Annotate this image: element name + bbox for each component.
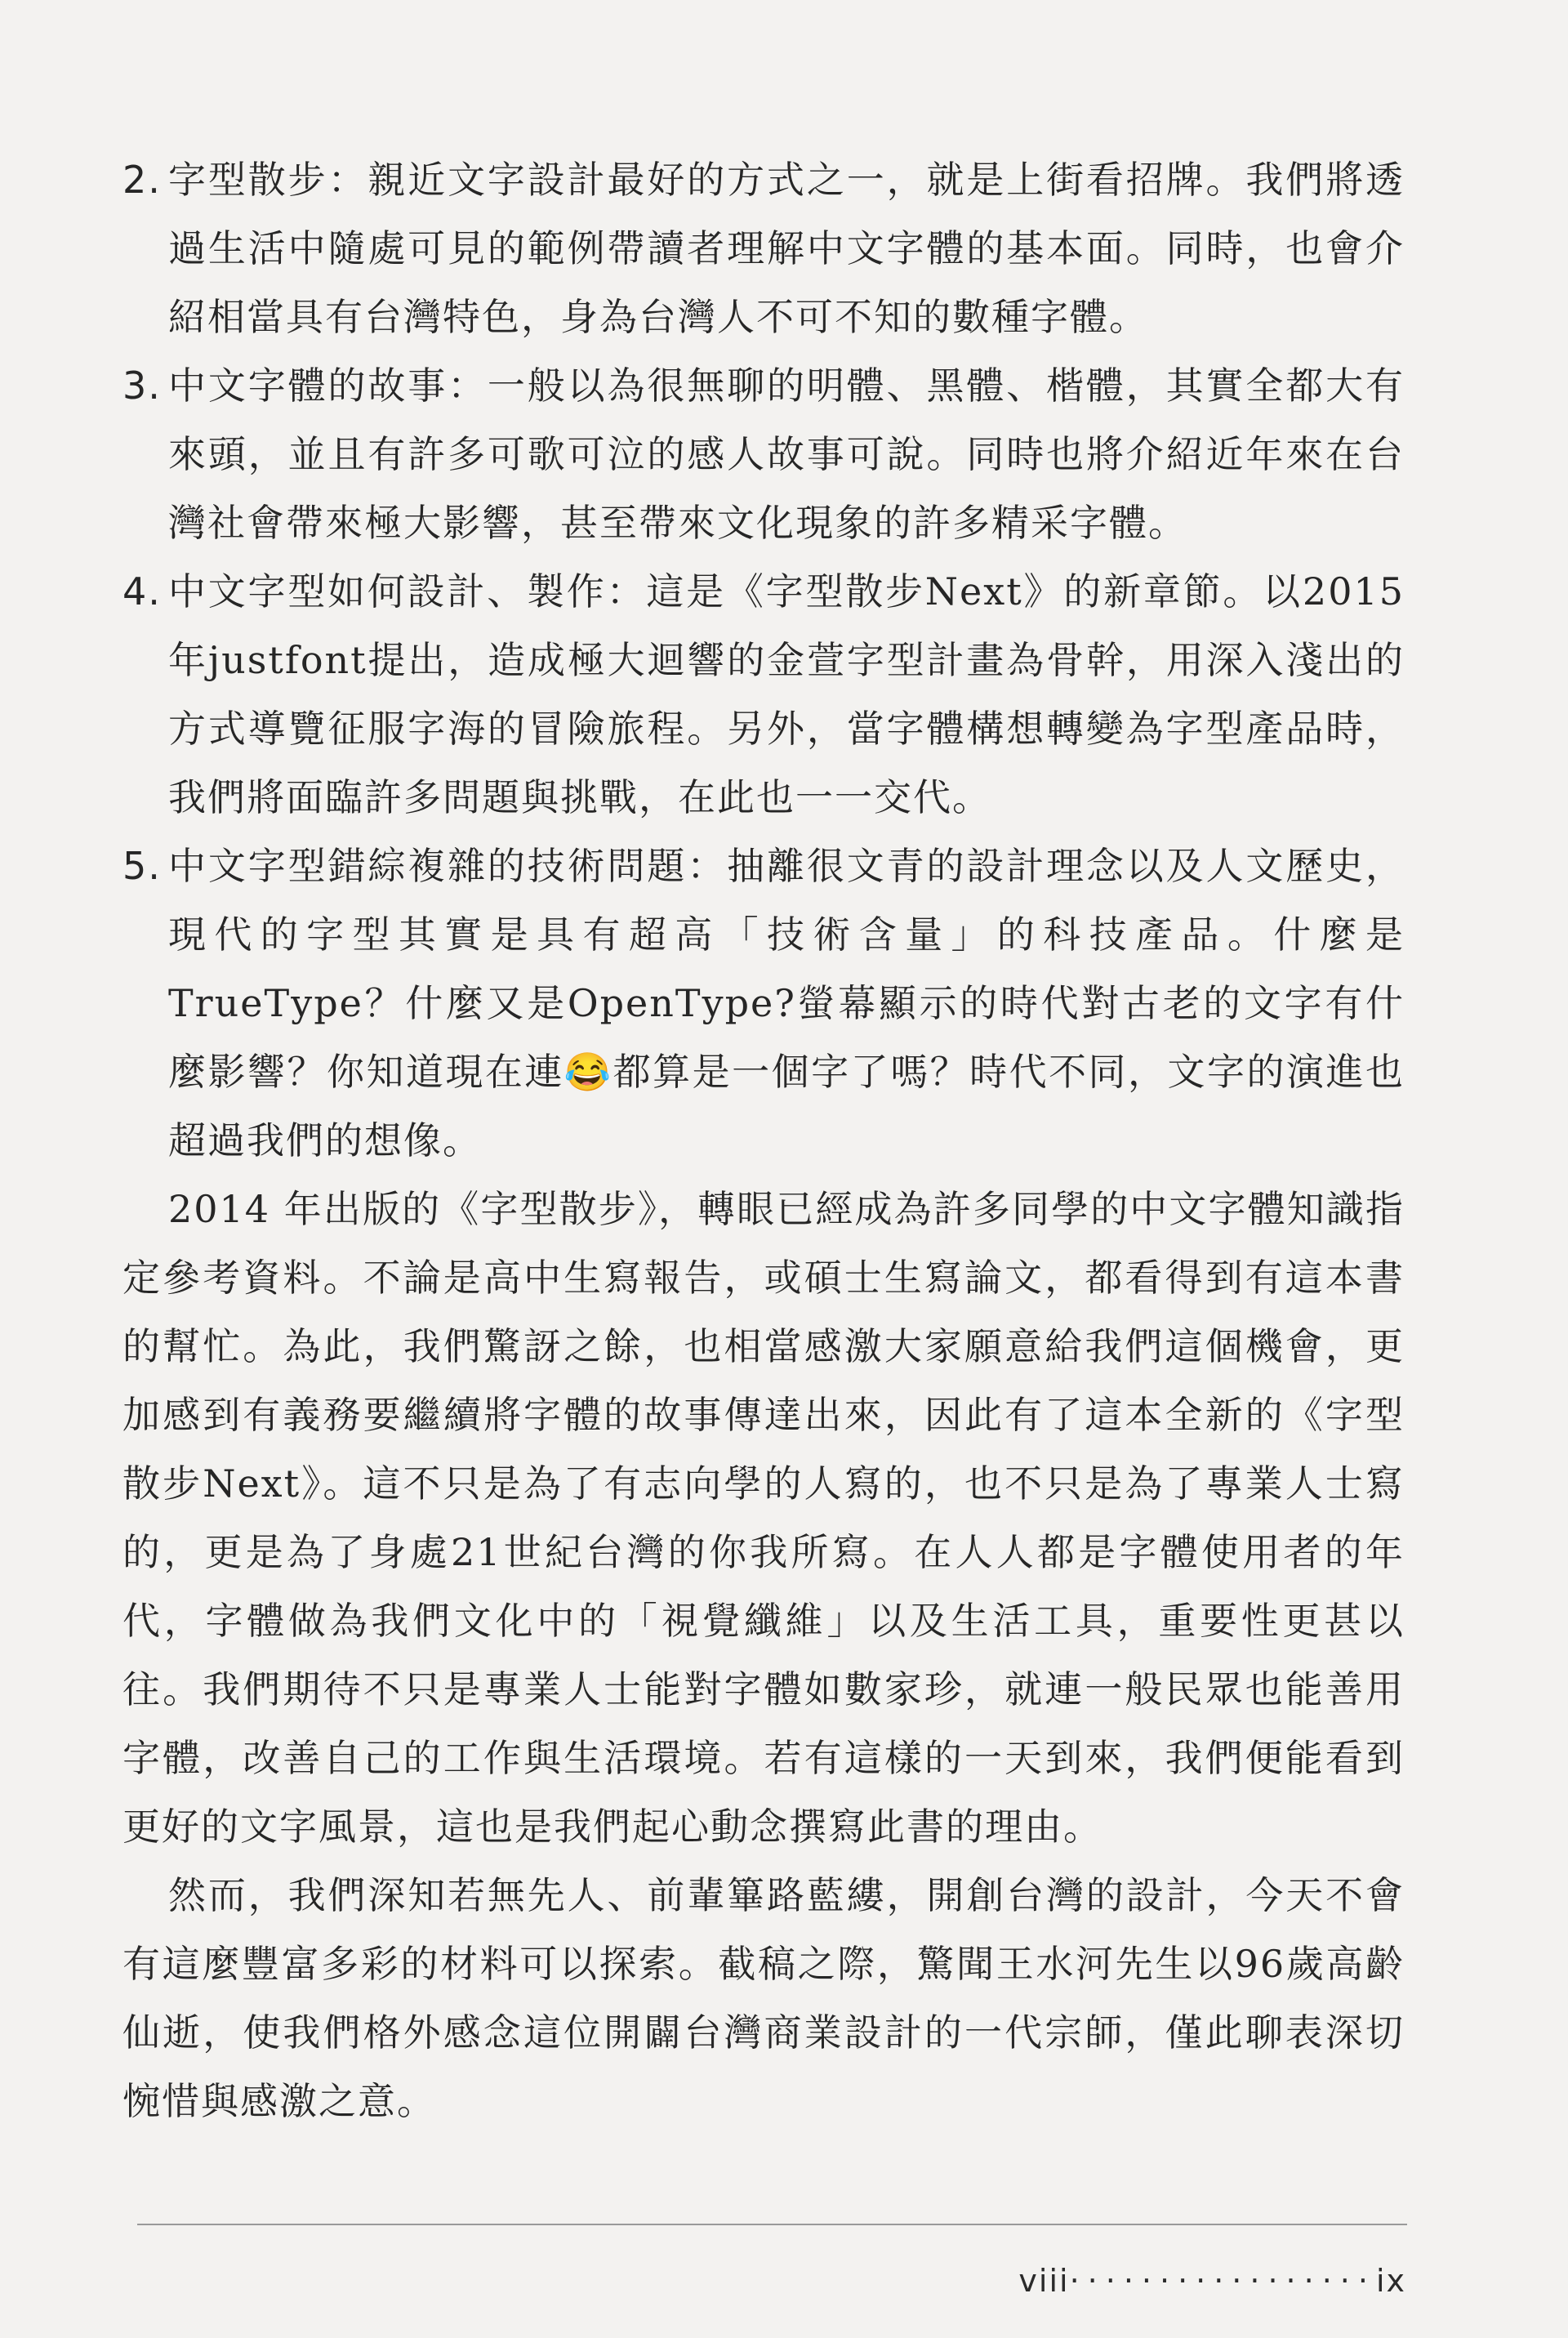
left-page-number: viii [1018,2263,1070,2299]
list-item [122,145,1405,351]
body-paragraph: 然而，我們深知若無先人、前輩篳路藍縷，開創台灣的設計，今天不會有這麼豐富多彩的材料可以探索。截稿之際，驚聞王水河先生以96歲高齡仙逝，使我們格外感念這位開闢台灣商業設計的一代宗師，僅此聊表深切惋惜與感激之意。 [122,1873,1405,2123]
list-text: 中文字體的故事：一般以為很無聊的明體、黑體、楷體，其實全都大有來頭，並且有許多可歌可泣的感人故事可說。同時也將介紹近年來在台灣社會帶來極大影響，甚至帶來文化現象的許多精采字體。 [168,364,1405,545]
footer-dot-leader: ················· [1069,2263,1376,2299]
footer-divider [137,2224,1407,2225]
body-paragraph: 2014 年出版的《字型散步》，轉眼已經成為許多同學的中文字體知識指定參考資料。不論是高中生寫報告，或碩士生寫論文，都看得到有這本書的幫忙。為此，我們驚訝之餘，也相當感激大家願意給我們這個機會，更加感到有義務要繼續將字體的故事傳達出來，因此有了這本全新的《字型散步Next》。這不只是為了有志向學的人寫的，也不只是為了專業人士寫的，更是為了身處21世紀台灣的你我所寫。在人人都是字體使用者的年代，字體做為我們文化中的「視覺纖維」以及生活工具，重要性更甚以往。我們期待不只是專業人士能對字體如數家珍，就連一般民眾也能善用字體，改善自己的工作與生活環境。若有這樣的一天到來，我們便能看到更好的文字風景，這也是我們起心動念撰寫此書的理由。 [122,1187,1405,1849]
page-body [122,145,1405,2135]
list-number: 2. [122,158,162,202]
list-number: 5. [122,844,162,888]
list-number: 3. [122,364,162,408]
list-item [122,832,1405,1175]
list-number: 4. [122,569,162,614]
list-item [122,557,1405,832]
right-page-number: ix [1375,2263,1406,2299]
list-text: 字型散步：親近文字設計最好的方式之一，就是上街看招牌。我們將透過生活中隨處可見的範例帶讀者理解中文字體的基本面。同時，也會介紹相當具有台灣特色，身為台灣人不可不知的數種字體。 [168,158,1405,339]
list-text: 中文字型錯綜複雜的技術問題：抽離很文青的設計理念以及人文歷史，現代的字型其實是具有超高「技術含量」的科技產品。什麼是TrueType？什麼又是OpenType?螢幕顯示的時代對古老的文字有什麼影響？你知道現在連😂都算是一個字了嗎？時代不同，文字的演進也超過我們的想像。 [168,844,1405,1162]
page-footer [1018,2263,1406,2299]
list-item [122,351,1405,557]
list-text: 中文字型如何設計、製作：這是《字型散步Next》的新章節。以2015年justfont提出，造成極大迴響的金萱字型計畫為骨幹，用深入淺出的方式導覽征服字海的冒險旅程。另外，當字體構想轉變為字型產品時，我們將面臨許多問題與挑戰，在此也一一交代。 [168,569,1405,819]
